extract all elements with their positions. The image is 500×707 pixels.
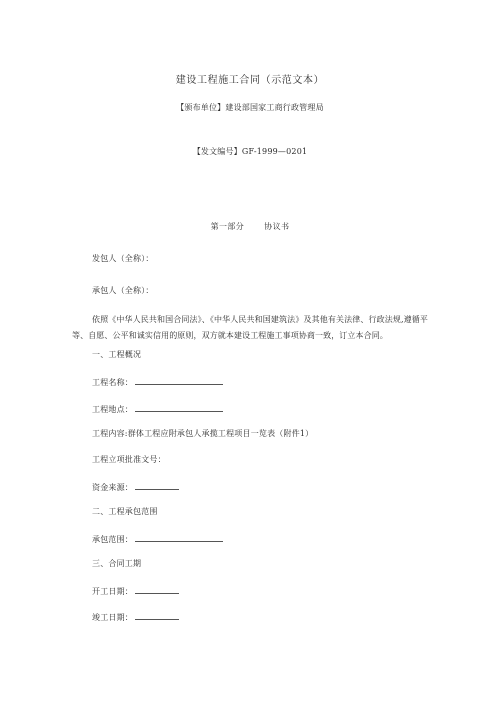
section-1-heading: 一、工程概况 [92, 350, 142, 359]
scope-blank [135, 533, 223, 542]
contractor-line: 承包人（全称）： [92, 286, 154, 295]
doc-number-line: 【发文编号】GF-1999—0201 [192, 147, 308, 156]
employer-line: 发包人（全称）： [92, 254, 154, 263]
document-title: 建设工程施工合同（示范文本） [175, 75, 325, 86]
funding-source-blank [135, 481, 179, 490]
issuer-line: 【颁布单位】建设部国家工商行政管理局 [176, 103, 324, 112]
project-content-line: 工程内容:群体工程应附承包人承揽工程项目一览表（附件1） [92, 429, 314, 438]
approval-number-line: 工程立项批准文号： [92, 455, 166, 464]
start-date-label: 开工日期： [92, 587, 133, 596]
part-heading [0, 222, 500, 232]
project-location-row [92, 403, 223, 415]
part-name: 协议书 [264, 222, 290, 231]
project-name-blank [135, 376, 223, 385]
funding-source-row [92, 481, 179, 493]
project-location-label: 工程地点： [92, 405, 133, 414]
completion-date-label: 竣工日期： [92, 613, 133, 622]
section-2-heading: 二、工程承包范围 [92, 507, 158, 516]
project-location-blank [135, 403, 223, 412]
funding-source-label: 资金来源： [92, 483, 133, 492]
preamble-paragraph: 依照《中华人民共和国合同法》、《中华人民共和国建筑法》及其他有关法律、行政法规,遵循平等、自愿、公平和诚实信用的原则，双方就本建设工程施工事项协商一致，订立本合同。 [72, 315, 428, 340]
section-3-heading: 三、合同工期 [92, 559, 142, 568]
scope-row [92, 533, 223, 545]
project-name-row [92, 376, 223, 388]
project-name-label: 工程名称： [92, 378, 133, 387]
completion-date-row [92, 611, 179, 623]
start-date-blank [135, 585, 179, 594]
part-label: 第一部分 [210, 222, 245, 231]
scope-label: 承包范围： [92, 535, 133, 544]
completion-date-blank [135, 611, 179, 620]
start-date-row [92, 585, 179, 597]
